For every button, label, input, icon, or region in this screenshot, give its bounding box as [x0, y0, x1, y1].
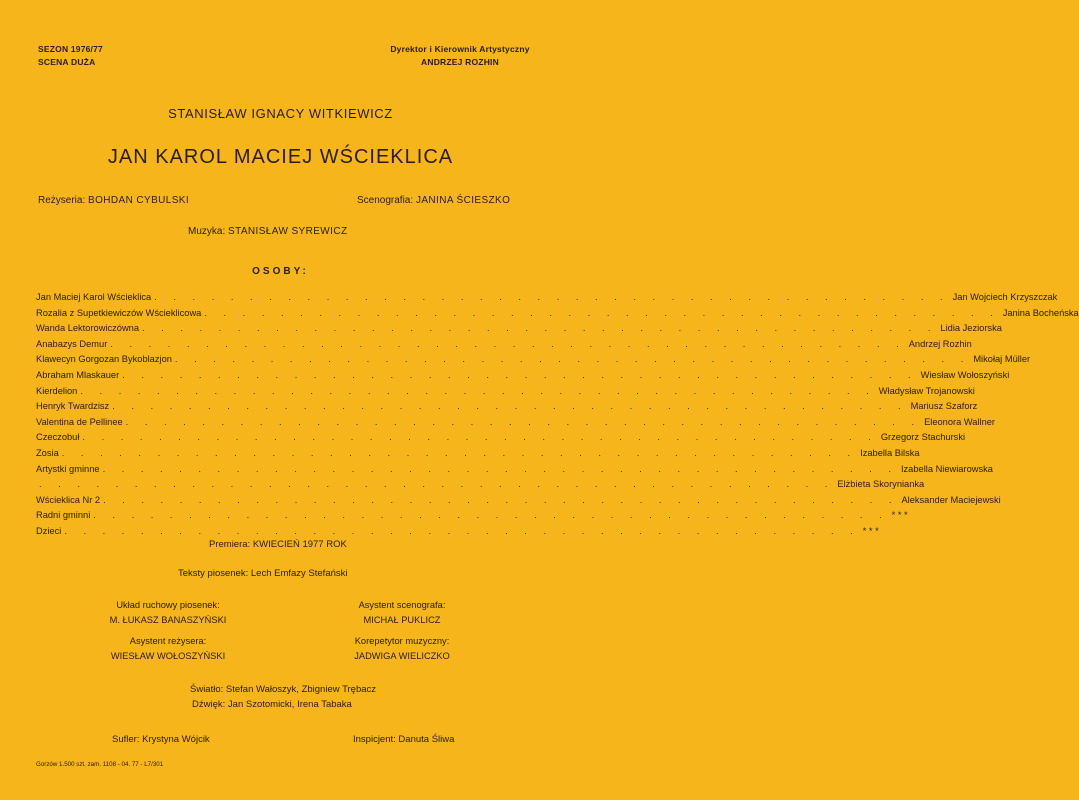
cast-list	[36, 292, 1079, 542]
cast-role: Jan Maciej Karol Wścieklica	[36, 292, 152, 302]
cast-row	[36, 385, 975, 402]
cast-role: Radni gminni	[36, 510, 91, 521]
asst-scen-credit	[324, 598, 480, 628]
cast-actor: Eleonora Wallner	[924, 416, 996, 427]
cast-role: Anabazys Demur	[36, 338, 108, 349]
cast-role: Artystki gminne	[36, 463, 100, 474]
scenography-label: Scenografia:	[357, 195, 414, 206]
cast-row	[36, 494, 1001, 511]
premiere-line	[209, 539, 347, 550]
movement-label: Układ ruchowy piosenek:	[116, 600, 220, 610]
prompter-label: Sufler:	[112, 734, 140, 745]
cast-row	[36, 479, 925, 495]
cast-row	[36, 323, 1002, 339]
cast-row	[36, 338, 972, 355]
direction-label: Reżyseria:	[38, 195, 86, 206]
season-block	[38, 43, 103, 69]
cast-row	[36, 401, 978, 417]
cast-row	[36, 369, 1010, 386]
cast-actor: Mariusz Szaforz	[910, 401, 978, 412]
cast-actor: Izabella Niewiarowska	[900, 463, 993, 474]
cast-heading: OSOBY:	[252, 266, 309, 277]
leader-dots: . . . . . . . . . . . . . . . . . . . . . . . . . . . . . . . . . . . . . . . . . .	[102, 463, 898, 474]
cast-role: Dzieci	[36, 525, 62, 536]
cast-role: Valentina de Pellinee	[36, 416, 123, 427]
leader-dots: . . . . . . . . . . . . . . . . . . . . . . . . . . . . . . . . . . . . . . . . . .	[154, 292, 950, 302]
cast-actor: Jan Wojciech Krzyszczak	[952, 292, 1058, 302]
cast-role: Kierdelion	[36, 385, 78, 396]
light-line	[190, 684, 376, 695]
cast-actor: Lidia Jeziorska	[940, 323, 1002, 334]
movement-name: M. ŁUKASZ BANASZYŃSKI	[109, 615, 227, 625]
leader-dots: . . . . . . . . . . . . . . . . . . . . . . . . . . . . . . . . . . . . . . . . . .	[103, 494, 899, 505]
leader-dots: . . . . . . . . . . . . . . . . . . . . . . . . . . . . . . . . . . . . . . . . . .	[82, 432, 878, 443]
cast-actor: Mikołaj Müller	[973, 354, 1031, 365]
lyrics-line	[178, 568, 348, 579]
cast-row	[36, 416, 996, 433]
leader-dots: . . . . . . . . . . . . . . . . . . . . . . . . . . . . . . . . . . . . . . . . . .	[93, 510, 889, 521]
cast-actor: Aleksander Maciejewski	[901, 494, 1001, 505]
cast-row	[36, 292, 1058, 308]
cast-role: Zosia	[36, 447, 59, 458]
inspicient-name: Danuta Śliwa	[398, 734, 455, 745]
cast-role: Klawecyn Gorgozan Bykoblazjon	[36, 354, 172, 365]
cast-actor: * * *	[891, 510, 908, 521]
light-label: Światło:	[190, 684, 224, 695]
cast-role: Abraham Mlaskauer	[36, 369, 120, 380]
leader-dots: . . . . . . . . . . . . . . . . . . . . . . . . . . . . . . . . . . . . . . . . . .	[142, 323, 938, 334]
leader-dots: . . . . . . . . . . . . . . . . . . . . . . . . . . . . . . . . . . . . . . . . . .	[64, 525, 860, 536]
sound-label: Dźwięk:	[192, 699, 226, 710]
cast-actor: Andrzej Rozhin	[908, 338, 972, 349]
asst-dir-credit	[80, 634, 256, 664]
music-name: STANISŁAW SYREWICZ	[228, 226, 348, 237]
sound-names: Jan Szotomicki, Irena Tabaka	[227, 699, 352, 710]
leader-dots: . . . . . . . . . . . . . . . . . . . . . . . . . . . . . . . . . . . . . . . . . .	[125, 416, 922, 427]
cast-row	[36, 307, 1079, 324]
play-author: STANISŁAW IGNACY WITKIEWICZ	[168, 106, 393, 121]
direction-name: BOHDAN CYBULSKI	[88, 195, 190, 206]
leader-dots: . . . . . . . . . . . . . . . . . . . . . . . . . . . . . . . . . . . . . . . . . .	[122, 369, 918, 380]
coach-credit	[324, 634, 480, 664]
lyrics-name: Lech Emfazy Stefański	[250, 568, 348, 579]
cast-row	[36, 510, 908, 526]
prompter-line	[112, 734, 210, 745]
cast-row	[36, 447, 920, 464]
cast-role: Henryk Twardzisz	[36, 401, 110, 412]
movement-credit	[80, 598, 256, 628]
cast-row	[36, 463, 993, 480]
asst-dir-name: WIESŁAW WOŁOSZYŃSKI	[110, 651, 226, 661]
leader-dots: . . . . . . . . . . . . . . . . . . . . . . . . . . . . . . . . . . . . . . . . . .	[61, 447, 858, 458]
sound-line	[192, 699, 352, 710]
director-block	[380, 43, 540, 69]
asst-scen-name: MICHAŁ PUKLICZ	[363, 615, 441, 625]
asst-scen-label: Asystent scenografa:	[358, 600, 446, 610]
coach-name: JADWIGA WIELICZKO	[354, 651, 450, 661]
direction-credit	[38, 195, 189, 206]
inspicient-line	[353, 734, 454, 745]
cast-actor: Grzegorz Stachurski	[880, 432, 966, 443]
cast-actor: Władysław Trojanowski	[878, 385, 975, 396]
music-credit	[188, 226, 347, 237]
cast-role: Czeczobuł	[36, 432, 80, 443]
premiere-label: Premiera:	[209, 539, 251, 550]
cast-row	[36, 432, 966, 448]
lyrics-label: Teksty piosenek:	[178, 568, 249, 579]
leader-dots: . . . . . . . . . . . . . . . . . . . . . . . . . . . . . . . . . . . . . . . . . .	[112, 401, 908, 412]
cast-actor: Wiesław Wołoszyński	[920, 369, 1010, 380]
cast-role: Wścieklica Nr 2	[36, 494, 101, 505]
leader-dots: . . . . . . . . . . . . . . . . . . . . . . . . . . . . . . . . . . . . . . . . . .	[39, 479, 835, 490]
cast-actor: Izabella Bilska	[860, 447, 920, 458]
cast-role: Wanda Lektorowiczówna	[36, 323, 140, 334]
leader-dots: . . . . . . . . . . . . . . . . . . . . . . . . . . . . . . . . . . . . . . . . . .	[174, 354, 971, 365]
stage-label: SCENA DUŻA	[38, 57, 96, 67]
premiere-date: KWIECIEŃ 1977 ROK	[252, 539, 347, 550]
light-names: Stefan Wałoszyk, Zbigniew Trębacz	[225, 684, 377, 695]
director-name: ANDRZEJ ROZHIN	[421, 57, 499, 67]
print-note: Gorzów 1.500 szt. zam. 1108 - 04. 77 - L7/301	[36, 761, 164, 768]
leader-dots: . . . . . . . . . . . . . . . . . . . . . . . . . . . . . . . . . . . . . . . . . .	[80, 385, 876, 396]
season-label: SEZON 1976/77	[38, 44, 103, 54]
inspicient-label: Inspicjent:	[353, 734, 396, 745]
leader-dots: . . . . . . . . . . . . . . . . . . . . . . . . . . . . . . . . . . . . . . . . . .	[204, 307, 1000, 318]
play-title: JAN KAROL MACIEJ WŚCIEKLICA	[107, 146, 454, 168]
director-title: Dyrektor i Kierownik Artystyczny	[390, 44, 530, 54]
cast-actor: Janina Bocheńska	[1002, 307, 1079, 318]
scenography-name: JANINA ŚCIESZKO	[415, 195, 511, 206]
cast-actor: * * *	[862, 525, 879, 536]
cast-row	[36, 354, 1031, 370]
scenography-credit	[357, 195, 510, 206]
prompter-name: Krystyna Wójcik	[142, 734, 210, 745]
coach-label: Korepetytor muzyczny:	[354, 636, 450, 646]
cast-actor: Elżbieta Skorynianka	[837, 479, 925, 490]
leader-dots: . . . . . . . . . . . . . . . . . . . . . . . . . . . . . . . . . . . . . . . . . .	[110, 338, 906, 349]
music-label: Muzyka:	[188, 226, 226, 237]
asst-dir-label: Asystent reżysera:	[129, 636, 207, 646]
cast-role: Rozalia z Supetkiewiczów Wścieklicowa	[36, 307, 202, 318]
